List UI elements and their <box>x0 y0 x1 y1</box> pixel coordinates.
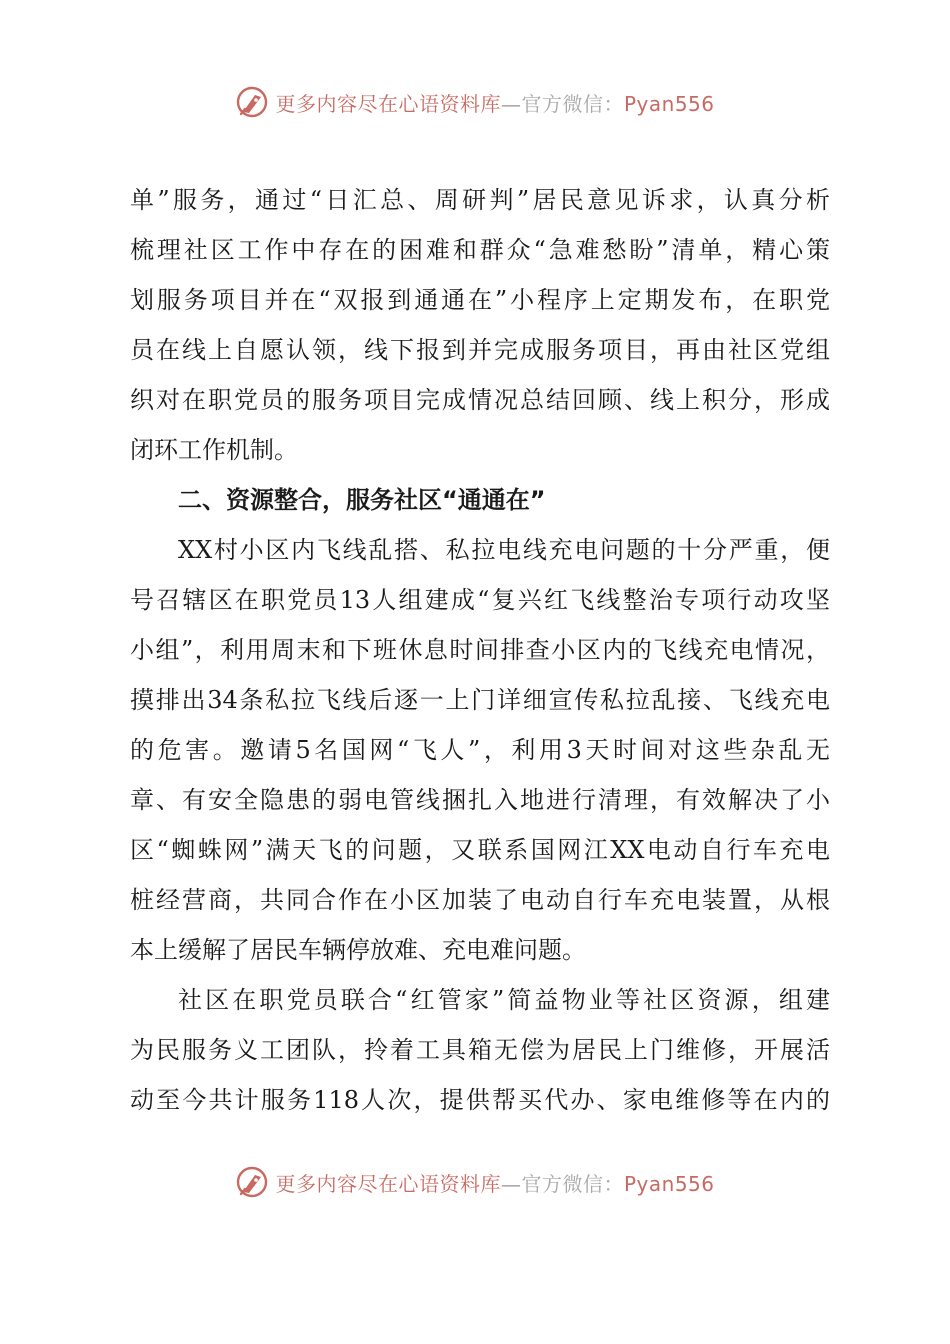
paragraph-line: 号召辖区在职党员13人组建成“复兴红飞线整治专项行动攻坚 <box>130 586 830 614</box>
watermark-banner-bottom <box>0 1162 950 1202</box>
paragraph-line: 本上缓解了居民车辆停放难、充电难问题。 <box>130 936 586 964</box>
paragraph-line: 章、有安全隐患的弱电管线捆扎入地进行清理，有效解决了小 <box>130 786 830 814</box>
watermark-dash: — <box>500 91 522 116</box>
watermark-wechat-id: Pyan556 <box>623 91 715 116</box>
watermark-wechat-id: Pyan556 <box>623 1171 715 1196</box>
watermark-dash: — <box>500 1171 522 1196</box>
watermark-text <box>275 1168 714 1197</box>
paragraph-line: 的危害。邀请5名国网“飞人”，利用3天时间对这些杂乱无 <box>130 736 830 764</box>
paragraph-line: 闭环工作机制。 <box>130 436 298 464</box>
pen-nib-logo-icon <box>235 1165 269 1199</box>
paragraph-line: 员在线上自愿认领，线下报到并完成服务项目，再由社区党组 <box>130 336 830 364</box>
watermark-brand: 更多内容尽在心语资料库 <box>275 1171 501 1196</box>
paragraph-line: XX村小区内飞线乱搭、私拉电线充电问题的十分严重，便 <box>178 536 830 564</box>
watermark-brand: 更多内容尽在心语资料库 <box>275 91 501 116</box>
paragraph-line: 社区在职党员联合“红管家”简益物业等社区资源，组建 <box>178 986 830 1014</box>
watermark-wechat-label: 官方微信： <box>521 91 624 116</box>
watermark-wechat-label: 官方微信： <box>521 1171 624 1196</box>
paragraph-line: 小组”，利用周末和下班休息时间排查小区内的飞线充电情况， <box>130 636 830 664</box>
paragraph-line: 划服务项目并在“双报到通通在”小程序上定期发布，在职党 <box>130 286 830 314</box>
section-heading: 二、资源整合，服务社区“通通在” <box>178 486 546 514</box>
pen-nib-logo-icon <box>235 85 269 119</box>
paragraph-line: 桩经营商，共同合作在小区加装了电动自行车充电装置，从根 <box>130 886 830 914</box>
watermark-banner-top <box>0 82 950 122</box>
document-body <box>130 175 830 1125</box>
paragraph-line: 动至今共计服务118人次，提供帮买代办、家电维修等在内的 <box>130 1086 830 1114</box>
paragraph-line: 织对在职党员的服务项目完成情况总结回顾、线上积分，形成 <box>130 386 830 414</box>
paragraph-line: 摸排出34条私拉飞线后逐一上门详细宣传私拉乱接、飞线充电 <box>130 686 830 714</box>
paragraph-line: 为民服务义工团队，拎着工具箱无偿为居民上门维修，开展活 <box>130 1036 830 1064</box>
paragraph-line: 梳理社区工作中存在的困难和群众“急难愁盼”清单，精心策 <box>130 236 830 264</box>
watermark-text <box>275 88 714 117</box>
paragraph-line: 单”服务，通过“日汇总、周研判”居民意见诉求，认真分析 <box>130 186 830 214</box>
paragraph-line: 区“蜘蛛网”满天飞的问题，又联系国网江XX电动自行车充电 <box>130 836 830 864</box>
